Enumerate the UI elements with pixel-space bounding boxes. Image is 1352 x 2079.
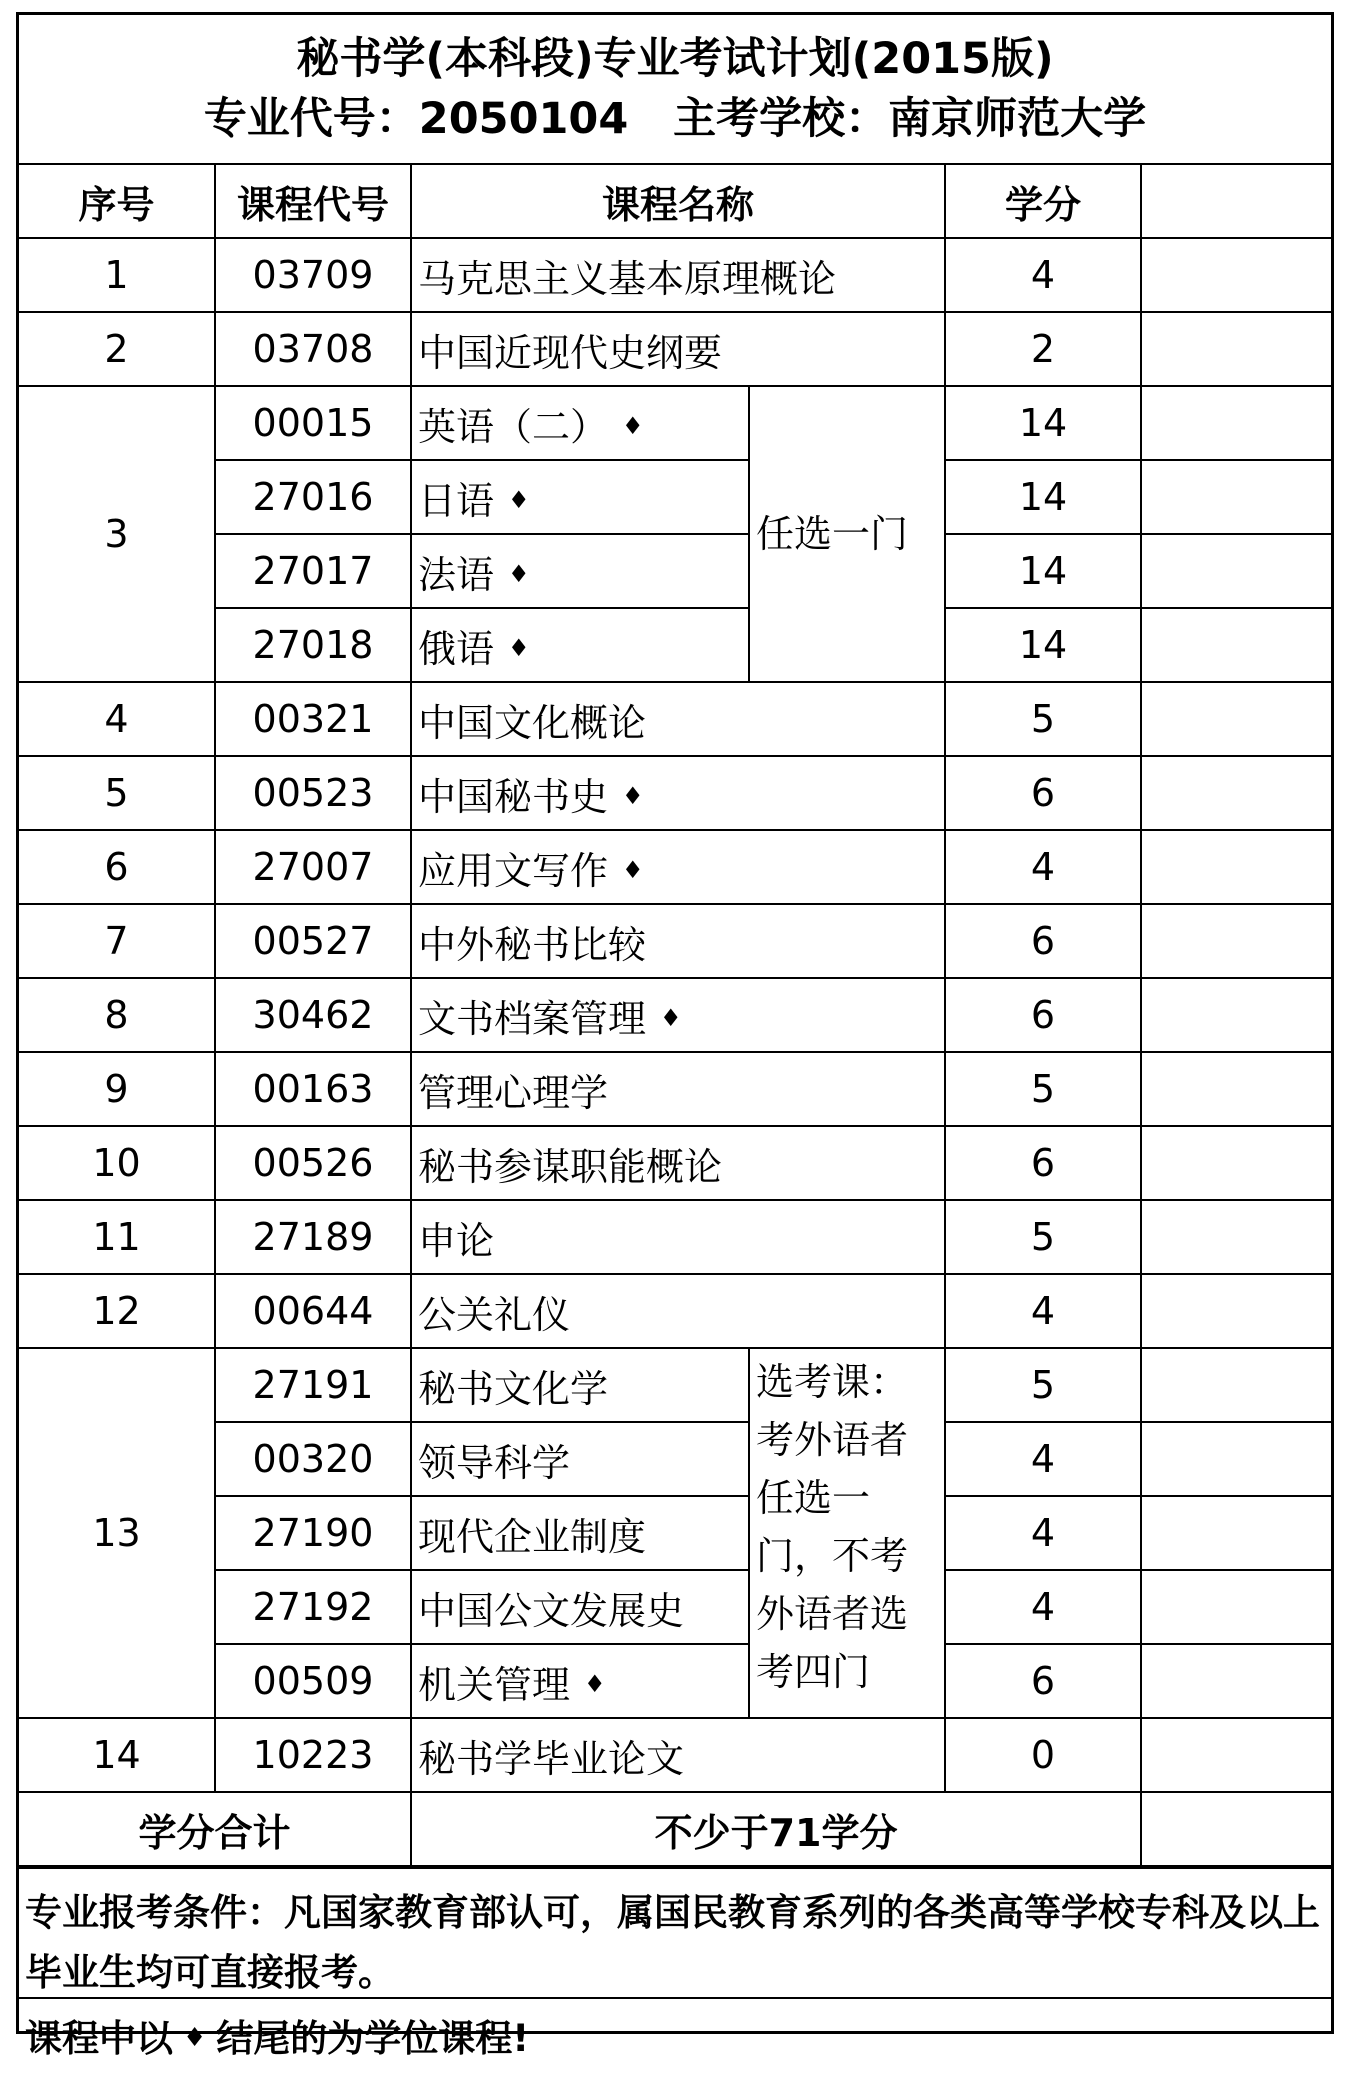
course-name <box>411 978 945 1052</box>
course-index: 2 <box>19 312 215 386</box>
course-name-text: 现代企业制度 <box>418 1514 647 1559</box>
course-credit: 4 <box>945 1422 1141 1496</box>
header-index: 序号 <box>19 165 215 238</box>
course-name-text: 日语 <box>418 478 495 523</box>
blank-column-cell <box>1141 904 1331 978</box>
course-name <box>411 386 749 460</box>
table-row <box>19 608 1331 682</box>
course-name <box>411 1052 945 1126</box>
course-name <box>411 1200 945 1274</box>
course-index: 10 <box>19 1126 215 1200</box>
course-name <box>411 1348 749 1422</box>
table-row <box>19 534 1331 608</box>
course-credit: 2 <box>945 312 1141 386</box>
course-index: 4 <box>19 682 215 756</box>
course-name <box>411 830 945 904</box>
course-index: 5 <box>19 756 215 830</box>
diamond-icon: ♦ <box>183 2022 207 2053</box>
course-name-text: 机关管理 <box>418 1662 571 1707</box>
table-row <box>19 1644 1331 1718</box>
table-row <box>19 460 1331 534</box>
course-index: 11 <box>19 1200 215 1274</box>
course-code: 27192 <box>215 1570 411 1644</box>
course-credit: 14 <box>945 386 1141 460</box>
course-code: 00523 <box>215 756 411 830</box>
total-value: 不少于71学分 <box>411 1792 1141 1866</box>
blank-column-cell <box>1141 386 1331 460</box>
blank-column-cell <box>1141 1052 1331 1126</box>
course-credit: 4 <box>945 1274 1141 1348</box>
course-table <box>19 165 1331 1867</box>
course-code: 27191 <box>215 1348 411 1422</box>
blank-column-cell <box>1141 1348 1331 1422</box>
course-code: 00526 <box>215 1126 411 1200</box>
degree-course-note <box>19 1997 1331 2079</box>
course-index: 1 <box>19 238 215 312</box>
course-name-text: 法语 <box>418 552 495 597</box>
course-code: 00321 <box>215 682 411 756</box>
diamond-icon: ♦ <box>622 412 644 440</box>
course-credit: 14 <box>945 460 1141 534</box>
course-credit: 4 <box>945 830 1141 904</box>
course-name <box>411 756 945 830</box>
diamond-icon: ♦ <box>622 856 644 884</box>
table-row <box>19 756 1331 830</box>
registration-conditions: 专业报考条件：凡国家教育部认可，属国民教育系列的各类高等学校专科及以上毕业生均可直接报考。 <box>19 1867 1331 1997</box>
table-row <box>19 1496 1331 1570</box>
table-row <box>19 1348 1331 1422</box>
blank-column-cell <box>1141 165 1331 238</box>
blank-column-cell <box>1141 534 1331 608</box>
course-name-text: 公关礼仪 <box>418 1292 571 1337</box>
exam-plan-sheet <box>16 12 1334 2060</box>
blank-column-cell <box>1141 1644 1331 1718</box>
table-row <box>19 1126 1331 1200</box>
course-index: 8 <box>19 978 215 1052</box>
language-choice-note: 任选一门 <box>749 386 945 682</box>
course-credit: 6 <box>945 756 1141 830</box>
table-row <box>19 682 1331 756</box>
diamond-icon: ♦ <box>508 486 530 514</box>
course-index: 6 <box>19 830 215 904</box>
course-name <box>411 1718 945 1792</box>
course-name <box>411 608 749 682</box>
course-name-text: 中国近现代史纲要 <box>418 330 723 375</box>
course-code: 00644 <box>215 1274 411 1348</box>
header-credit: 学分 <box>945 165 1141 238</box>
course-index: 3 <box>19 386 215 682</box>
table-row <box>19 1422 1331 1496</box>
course-name-text: 中国文化概论 <box>418 700 647 745</box>
course-code: 27017 <box>215 534 411 608</box>
course-code: 03708 <box>215 312 411 386</box>
course-index: 14 <box>19 1718 215 1792</box>
course-name <box>411 1274 945 1348</box>
course-code: 00509 <box>215 1644 411 1718</box>
course-index: 13 <box>19 1348 215 1718</box>
course-name <box>411 534 749 608</box>
course-name-text: 应用文写作 <box>418 848 609 893</box>
course-credit: 4 <box>945 238 1141 312</box>
diamond-icon: ♦ <box>660 1004 682 1032</box>
header-row <box>19 165 1331 238</box>
course-code: 27018 <box>215 608 411 682</box>
course-code: 00163 <box>215 1052 411 1126</box>
course-code: 00015 <box>215 386 411 460</box>
header-name: 课程名称 <box>411 165 945 238</box>
course-credit: 14 <box>945 608 1141 682</box>
table-row <box>19 978 1331 1052</box>
course-credit: 5 <box>945 1348 1141 1422</box>
course-code: 00320 <box>215 1422 411 1496</box>
plan-title: 秘书学(本科段)专业考试计划(2015版) <box>296 34 1054 84</box>
course-name-text: 秘书学毕业论文 <box>418 1736 685 1781</box>
course-credit: 5 <box>945 682 1141 756</box>
course-index: 12 <box>19 1274 215 1348</box>
course-credit: 14 <box>945 534 1141 608</box>
blank-column-cell <box>1141 1422 1331 1496</box>
course-code: 30462 <box>215 978 411 1052</box>
course-index: 7 <box>19 904 215 978</box>
course-name-text: 申论 <box>418 1218 495 1263</box>
title-block <box>19 15 1331 165</box>
header-code: 课程代号 <box>215 165 411 238</box>
table-row <box>19 1052 1331 1126</box>
major-code-line: 专业代号：2050104 主考学校：南京师范大学 <box>203 94 1147 144</box>
blank-column-cell <box>1141 830 1331 904</box>
diamond-icon: ♦ <box>508 634 530 662</box>
course-name-text: 英语（二） <box>418 404 609 449</box>
table-row <box>19 904 1331 978</box>
course-name-text: 中国公文发展史 <box>418 1588 685 1633</box>
course-name <box>411 1496 749 1570</box>
blank-column-cell <box>1141 682 1331 756</box>
course-name <box>411 904 945 978</box>
table-row <box>19 386 1331 460</box>
blank-column-cell <box>1141 1126 1331 1200</box>
course-code: 10223 <box>215 1718 411 1792</box>
table-row <box>19 1200 1331 1274</box>
course-code: 03709 <box>215 238 411 312</box>
course-credit: 4 <box>945 1496 1141 1570</box>
blank-column-cell <box>1141 460 1331 534</box>
blank-column-cell <box>1141 312 1331 386</box>
course-name <box>411 1570 749 1644</box>
course-name-text: 管理心理学 <box>418 1070 609 1115</box>
course-code: 27190 <box>215 1496 411 1570</box>
blank-column-cell <box>1141 1200 1331 1274</box>
diamond-icon: ♦ <box>584 1670 606 1698</box>
degree-note-before: 课程中以 <box>25 2017 173 2060</box>
course-credit: 6 <box>945 904 1141 978</box>
blank-column-cell <box>1141 1496 1331 1570</box>
blank-column-cell <box>1141 238 1331 312</box>
degree-note-after: 结尾的为学位课程! <box>216 2017 530 2060</box>
blank-column-cell <box>1141 1718 1331 1792</box>
table-row <box>19 1570 1331 1644</box>
blank-column-cell <box>1141 1570 1331 1644</box>
table-row <box>19 312 1331 386</box>
course-name <box>411 1126 945 1200</box>
course-code: 00527 <box>215 904 411 978</box>
course-name-text: 秘书参谋职能概论 <box>418 1144 723 1189</box>
course-index: 9 <box>19 1052 215 1126</box>
diamond-icon: ♦ <box>508 560 530 588</box>
course-name-text: 俄语 <box>418 626 495 671</box>
course-credit: 6 <box>945 1126 1141 1200</box>
course-name <box>411 1644 749 1718</box>
course-name-text: 中外秘书比较 <box>418 922 647 967</box>
course-credit: 6 <box>945 978 1141 1052</box>
course-credit: 0 <box>945 1718 1141 1792</box>
course-name-text: 马克思主义基本原理概论 <box>418 256 837 301</box>
course-name-text: 秘书文化学 <box>418 1366 609 1411</box>
course-name-text: 领导科学 <box>418 1440 571 1485</box>
table-row <box>19 830 1331 904</box>
course-name <box>411 238 945 312</box>
course-credit: 6 <box>945 1644 1141 1718</box>
table-row <box>19 1718 1331 1792</box>
total-row <box>19 1792 1331 1866</box>
total-label: 学分合计 <box>19 1792 411 1866</box>
blank-column-cell <box>1141 978 1331 1052</box>
course-name-text: 文书档案管理 <box>418 996 647 1041</box>
course-credit: 4 <box>945 1570 1141 1644</box>
course-credit: 5 <box>945 1200 1141 1274</box>
elective-note: 选考课：考外语者任选一门，不考外语者选考四门 <box>749 1348 945 1718</box>
course-name <box>411 312 945 386</box>
blank-column-cell <box>1141 1274 1331 1348</box>
course-code: 27007 <box>215 830 411 904</box>
blank-column-cell <box>1141 1792 1331 1866</box>
course-credit: 5 <box>945 1052 1141 1126</box>
course-code: 27189 <box>215 1200 411 1274</box>
course-name <box>411 1422 749 1496</box>
course-name-text: 中国秘书史 <box>418 774 609 819</box>
course-code: 27016 <box>215 460 411 534</box>
course-name <box>411 460 749 534</box>
diamond-icon: ♦ <box>622 782 644 810</box>
blank-column-cell <box>1141 608 1331 682</box>
blank-column-cell <box>1141 756 1331 830</box>
table-row <box>19 1274 1331 1348</box>
table-row <box>19 238 1331 312</box>
course-name <box>411 682 945 756</box>
